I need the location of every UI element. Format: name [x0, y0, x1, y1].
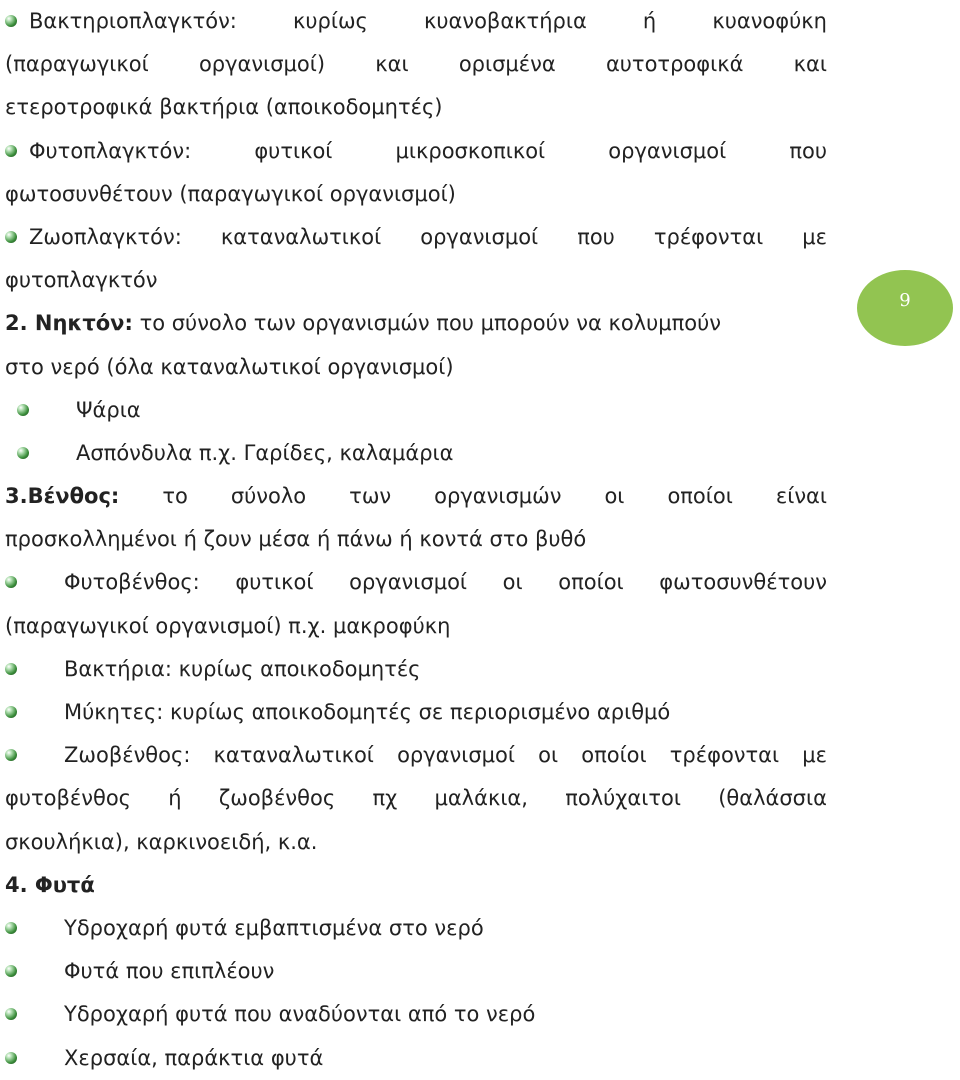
word: οργανισμοί [608, 138, 727, 163]
list-item-bacterioplankton: Βακτηριοπλαγκτόν: [5, 0, 237, 43]
word: πολύχαιτοι [565, 786, 681, 811]
text-line [5, 216, 827, 259]
word: ορισμένα [458, 52, 556, 77]
section-heading-nekton [5, 302, 827, 345]
word: ζωοβένθος [218, 786, 336, 811]
text-line: φωτοσυνθέτουν (παραγωγικοί οργανισμοί) [5, 181, 456, 206]
word: οργανισμών [434, 484, 562, 509]
word: το [162, 484, 188, 509]
page-number: 9 [899, 289, 911, 311]
list-item-coastal-plants: Χερσαία, παράκτια φυτά [5, 1037, 827, 1080]
bullet-icon [5, 231, 17, 243]
word: που [789, 138, 827, 163]
bullet-icon [17, 404, 29, 416]
bullet-icon [17, 447, 29, 459]
word: κυρίως [293, 9, 368, 33]
text-line: στο νερό (όλα καταναλωτικοί οργανισμοί) [5, 354, 454, 379]
text-line [5, 130, 827, 173]
section-heading-plants: 4. Φυτά [5, 872, 95, 897]
word: οργανισμοί [349, 570, 468, 595]
text-line: φυτοπλαγκτόν [5, 268, 158, 293]
word: κυανοφύκη [712, 9, 827, 33]
word: σύνολο [230, 484, 307, 509]
bullet-icon [5, 663, 17, 675]
word: των [349, 484, 392, 509]
word: οι [538, 743, 559, 768]
bullet-icon [5, 706, 17, 718]
word: ή [642, 9, 657, 33]
bullet-icon [5, 1052, 17, 1064]
list-item-invertebrates: Ασπόνδυλα π.χ. Γαρίδες, καλαμάρια [5, 432, 827, 475]
bullet-icon [5, 576, 17, 588]
word: φωτοσυνθέτουν [659, 570, 827, 595]
bullet-icon [5, 922, 17, 934]
text-line [5, 561, 827, 604]
heading-label: 3.Βένθος: [5, 484, 120, 509]
word: τρέφονται [669, 743, 780, 768]
word: αυτοτροφικά [605, 52, 744, 77]
word: πχ [372, 786, 398, 811]
word: οποίοι [558, 570, 624, 595]
list-item-emergent-plants: Υδροχαρή φυτά που αναδύονται από το νερό [5, 993, 827, 1036]
word: με [802, 743, 827, 768]
word: με [802, 224, 827, 249]
text-line [5, 777, 827, 820]
text-line: σκουλήκια), καρκινοειδή, κ.α. [5, 829, 318, 854]
list-item-zooplankton: Ζωοπλαγκτόν: [5, 216, 182, 259]
word: οι [604, 484, 625, 509]
word: και [375, 52, 409, 77]
word: (παραγωγικοί [5, 52, 149, 77]
word: και [793, 52, 827, 77]
word: καταναλωτικοί [213, 743, 374, 768]
bullet-icon [5, 15, 17, 27]
word: που [577, 224, 615, 249]
heading-label: 2. Νηκτόν: [5, 311, 133, 336]
word: φυτοβένθος [5, 786, 131, 811]
heading-text: το σύνολο των οργανισμών που μπορούν να κολυμπούν [132, 311, 721, 336]
document-body [5, 0, 827, 1080]
word: μικροσκοπικοί [395, 138, 546, 163]
word: οποίοι [667, 484, 733, 509]
word: οργανισμοί) [198, 52, 326, 77]
word: φυτικοί [235, 570, 314, 595]
bullet-icon [5, 145, 17, 157]
text-line: ετεροτροφικά βακτήρια (αποικοδομητές) [5, 95, 443, 120]
list-item-bacteria: Βακτήρια: κυρίως αποικοδομητές [5, 648, 827, 691]
word: οποίοι [581, 743, 647, 768]
word: κυανοβακτήρια [423, 9, 587, 33]
word: καταναλωτικοί [220, 224, 382, 249]
word: οργανισμοί [397, 743, 515, 768]
word: είναι [775, 484, 827, 509]
bullet-icon [5, 749, 17, 761]
text-line: (παραγωγικοί οργανισμοί) π.χ. μακροφύκη [5, 613, 451, 638]
list-item-fungi: Μύκητες: κυρίως αποικοδομητές σε περιορισμένο αριθμό [5, 691, 827, 734]
word: μαλάκια, [434, 786, 528, 811]
text-line [5, 0, 827, 43]
list-item-floating-plants: Φυτά που επιπλέουν [5, 950, 827, 993]
word: οργανισμοί [420, 224, 539, 249]
list-item-phytobenthos: Φυτοβένθος: [5, 561, 200, 604]
list-item-phytoplankton: Φυτοπλαγκτόν: [5, 130, 191, 173]
text-line [5, 43, 827, 86]
section-heading-benthos [5, 475, 827, 518]
page-number-badge [857, 270, 953, 346]
word: ή [168, 786, 182, 811]
list-item-fish: Ψάρια [5, 389, 827, 432]
list-item-zoobenthos: Ζωοβένθος: [5, 734, 190, 777]
list-item-submerged-plants: Υδροχαρή φυτά εμβαπτισμένα στο νερό [5, 907, 827, 950]
text-line [5, 734, 827, 777]
text-line: προσκολλημένοι ή ζουν μέσα ή πάνω ή κοντά στο βυθό [5, 527, 587, 552]
word: φυτικοί [254, 138, 333, 163]
bullet-icon [5, 965, 17, 977]
word: οι [502, 570, 523, 595]
bullet-icon [5, 1008, 17, 1020]
word: (θαλάσσια [718, 786, 827, 811]
word: τρέφονται [653, 224, 764, 249]
